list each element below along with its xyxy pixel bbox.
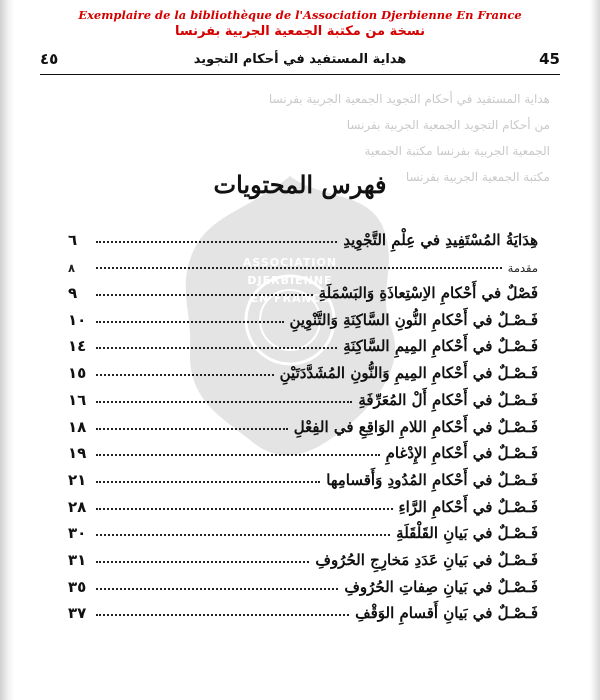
toc-leader-dots <box>96 561 309 563</box>
watermark-line: EN FRANCE <box>250 292 330 305</box>
toc-leader-dots <box>96 588 338 590</box>
toc-entry-label: فَـصْـلٌ في بَيانِ أَقسامِ الوَقْفِ <box>355 604 538 623</box>
toc-entry <box>68 542 538 569</box>
toc-entry <box>68 409 538 436</box>
toc-entry-label: فَـصْـلٌ في أَحْكامِ المِيمِ السَّاكِنَةِ <box>343 337 538 356</box>
watermark-line: ASSOCIATION <box>242 256 338 269</box>
toc-entry-label: فَـصْـلٌ في أَحْكامِ النُّونِ السَّاكِنَةِ وَالتَّنْوِينِ <box>289 310 538 329</box>
toc-entry <box>68 462 538 489</box>
toc-leader-dots <box>96 508 393 510</box>
toc-leader-dots <box>96 428 288 430</box>
toc-entry-label: فَـصْـلٌ في أَحْكامِ الإِدْغامِ <box>385 444 538 463</box>
toc-leader-dots <box>96 481 320 483</box>
toc-entry-label: فَـصْـلٌ في أَحْكامِ المِيمِ وَالنُّونِ المُشَدَّدَتَيْنِ <box>279 364 538 383</box>
stamp-line-arabic: نسخة من مكتبة الجمعية الجربية بفرنسا <box>175 24 425 39</box>
bleed-line: مكتبة الجمعية الجربية بفرنسا <box>405 170 550 184</box>
toc-entry-label: فَـصْـلٌ في بَيانِ القَلْقَلَةِ <box>396 524 538 543</box>
toc-entry-label: مقدمة <box>507 261 538 276</box>
toc-entry <box>68 302 538 329</box>
toc-entry <box>68 569 538 596</box>
toc-leader-dots <box>96 267 502 269</box>
toc-leader-dots <box>96 614 349 616</box>
toc-entry <box>68 249 538 276</box>
toc-entry-label: فَـصْـلٌ في بَيانِ صِفاتِ الحُرُوفِ <box>344 577 538 596</box>
toc-entry-label: فَـصْـلٌ في أَحْكامِ الرَّاءِ <box>398 497 538 516</box>
toc-entry-page: ١٤ <box>68 337 87 356</box>
toc-entry-page: ١٨ <box>68 417 87 436</box>
toc-entry-page: ٣١ <box>68 550 87 569</box>
bleed-line: الجمعية الجربية بفرنسا مكتبة الجمعية <box>364 144 550 158</box>
toc-entry-label: فَـصْـلٌ في بَيانِ عَدَدِ مَخارِجِ الحُرُوفِ <box>315 550 538 569</box>
toc-entry-label: فَـصْـلٌ في أَحْكامِ اللامِ الوَاقِعِ في الفِعْلِ <box>293 417 538 436</box>
toc-entry <box>68 275 538 302</box>
toc-entry-page: ٣٧ <box>68 604 87 623</box>
toc-entry <box>68 382 538 409</box>
toc-entry-page: ٢٨ <box>68 497 87 516</box>
toc-entry <box>68 355 538 382</box>
toc-leader-dots <box>96 294 313 296</box>
running-header <box>40 50 560 75</box>
toc-entry-page: ٩ <box>68 284 78 303</box>
toc-entry-page: ٦ <box>68 230 78 249</box>
toc-leader-dots <box>96 534 390 536</box>
toc-leader-dots <box>96 347 337 349</box>
bleed-line: من أحكام التجويد الجمعية الجربية بفرنسا <box>346 118 550 132</box>
toc-entry-page: ٣٥ <box>68 577 87 596</box>
toc-entry-page: ٨ <box>68 261 76 276</box>
bleed-line: هداية المستفيد في أحكام التجويد الجمعية الجربية بفرنسا <box>268 92 550 106</box>
page-number-arabic: ٤٥ <box>40 50 59 68</box>
toc-entry-page: ١٠ <box>68 310 87 329</box>
toc-leader-dots <box>96 321 284 323</box>
toc-entry-page: ٣٠ <box>68 524 87 543</box>
scan-shadow-right <box>590 0 600 700</box>
toc-entry <box>68 436 538 463</box>
toc-entry-page: ١٩ <box>68 444 87 463</box>
toc-entry-page: ٢١ <box>68 470 87 489</box>
toc-entry-label: فَصْلٌ في أَحْكامِ الاِسْتِعاذَةِ وَالبَسْمَلَةِ <box>318 284 538 303</box>
toc-leader-dots <box>96 401 352 403</box>
page-number-latin: 45 <box>539 50 560 68</box>
scan-shadow-left <box>0 0 14 700</box>
toc-list <box>68 222 538 622</box>
stamp-line-french: Exemplaire de la bibliothèque de l'Association Djerbienne En France <box>78 8 522 22</box>
toc-entry <box>68 596 538 623</box>
toc-entry-page: ١٦ <box>68 390 87 409</box>
toc-title: فهرس المحتويات <box>213 170 387 199</box>
toc-entry <box>68 516 538 543</box>
toc-leader-dots <box>96 454 380 456</box>
watermark-line: DJERBIENNE <box>247 274 333 287</box>
toc-leader-dots <box>96 241 337 243</box>
toc-entry-label: فَـصْـلٌ في أَحْكامِ المُدُودِ وَأَقسامِها <box>326 470 538 489</box>
toc-entry <box>68 489 538 516</box>
toc-leader-dots <box>96 374 274 376</box>
toc-entry-page: ١٥ <box>68 364 87 383</box>
book-title: هداية المستفيد في أحكام التجويد <box>193 52 407 67</box>
library-stamp <box>0 8 600 40</box>
toc-entry-label: فَـصْـلٌ في أَحْكامِ أَلْ المُعَرِّفَةِ <box>358 390 538 409</box>
toc-entry-label: هِدَايَةُ المُسْتَفِيدِ في عِلْمِ التَّجْوِيدِ <box>343 230 538 249</box>
toc-entry <box>68 222 538 249</box>
toc-entry <box>68 329 538 356</box>
